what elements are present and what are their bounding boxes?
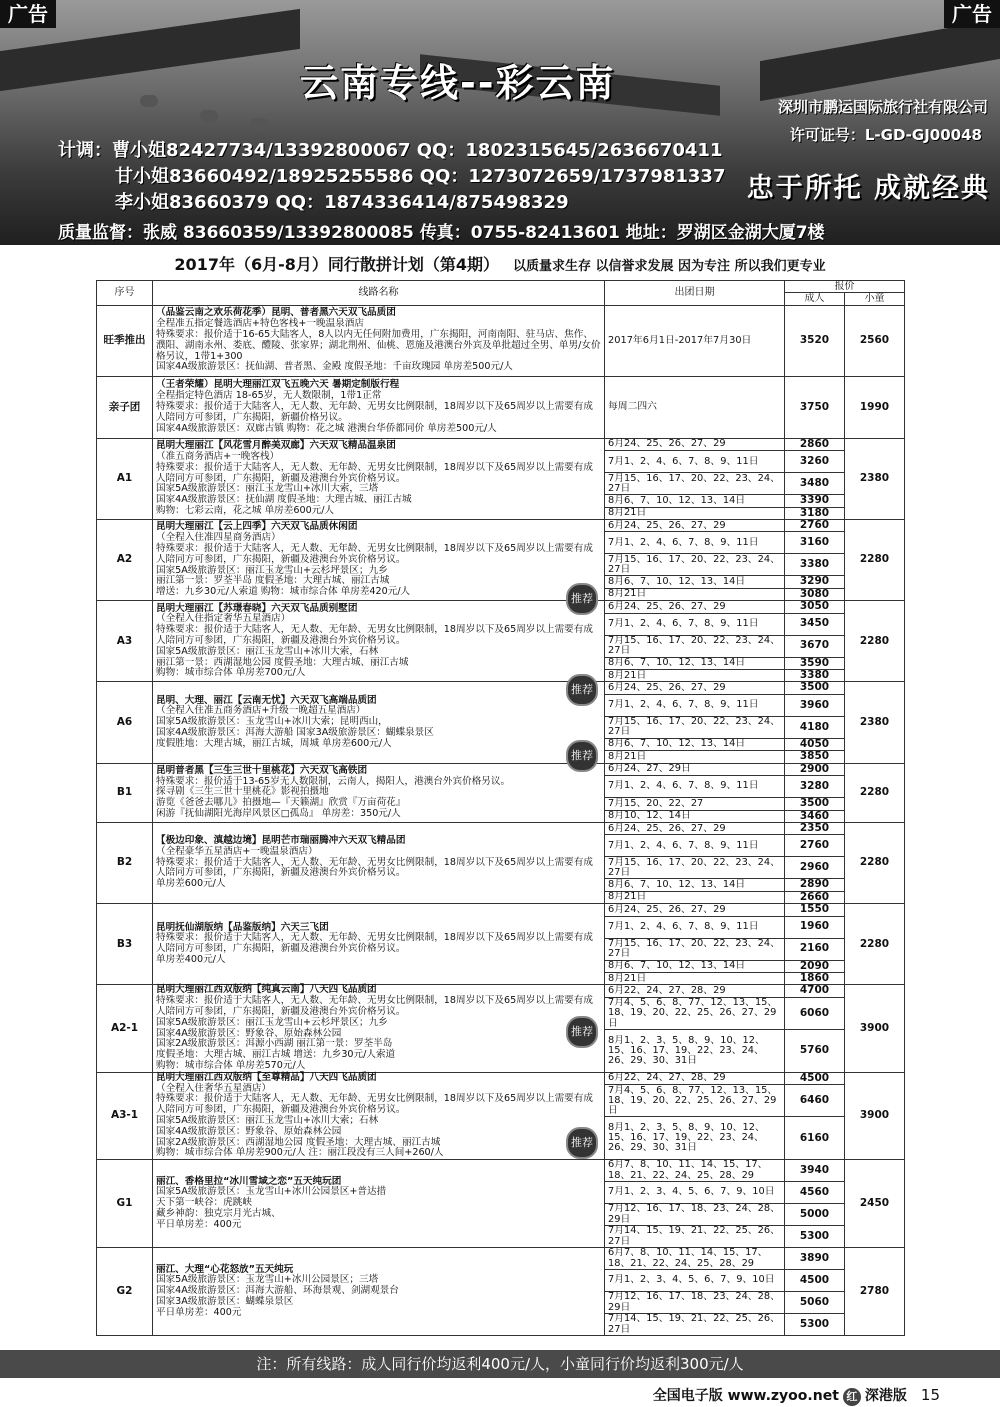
adult-price: 2350 — [785, 822, 845, 834]
route-line: 特殊要求：报价适于大陆客人，无人数、无年龄、无男女比例限制，18周岁以下及65周岁以上需要有成人陪同方可参团，广东揭阳，新疆及港澳台外宾价格另议。 — [156, 995, 593, 1017]
departure-date: 7月4、5、6、8、77、12、13、15、18、19、20、22、25、26、27、29日 — [605, 1085, 785, 1117]
adult-price: 3500 — [785, 682, 845, 694]
roof-shape — [760, 19, 1000, 101]
route-line: 国家4A级旅游景区：抚仙湖、普者黑、金殿 度假圣地：千亩玫瑰园 单房差500元/人 — [156, 361, 513, 373]
route-line: 全程指定特色酒店 18-65岁，无人数限制，1带1正常 — [156, 390, 382, 402]
page-number: 15 — [920, 1386, 940, 1404]
departure-date: 8月1、2、3、5、8、9、10、12、15、16、17、19、22、23、24、26、29、30、31日 — [605, 1117, 785, 1160]
departure-date: 8月6、7、10、12、13、14日 — [605, 495, 785, 507]
route-line: 国家5A级旅游景区：丽江玉龙雪山+冰川大索；石林 — [156, 1114, 379, 1126]
route-line: 游览《爸爸去哪儿》拍摄地—『天籁湖』欣赏『万亩荷花』 — [156, 797, 406, 809]
adult-price: 6160 — [785, 1117, 845, 1160]
table-row — [97, 438, 905, 450]
departure-date: 6月24、25、26、27、29 — [605, 438, 785, 450]
route-line: 国家4A级旅游景区：洱海大游船、环海景观、剑湖观景台 — [156, 1285, 399, 1297]
departure-date: 8月21日 — [605, 891, 785, 903]
tour-table — [96, 280, 905, 1336]
departure-date: 6月22、24、27、28、29 — [605, 1072, 785, 1085]
route-line: （全程入住准五商务酒店+升级一晚超五星酒店） — [156, 705, 366, 717]
route-line: 丽江第一景：西湖湿地公园 度假圣地：大理古城、丽江古城 — [156, 656, 409, 668]
route-line: 昆明抚仙湖版纳【品鉴版纳】六天三飞团 — [156, 921, 329, 933]
adult-price: 3460 — [785, 810, 845, 822]
table-body — [97, 305, 905, 1335]
contact-line: 计调：曹小姐82427734/13392800067 QQ：1802315645/2636670411 — [58, 140, 723, 161]
table-row — [97, 763, 905, 775]
route-line: 购物：城市综合体 单房差700元/人 — [156, 667, 306, 679]
route-seq: A1 — [97, 438, 153, 519]
departure-date: 7月1、2、4、6、7、8、9、11日 — [605, 835, 785, 857]
route-line: 特殊要求：报价适于大陆客人，无人数、无年龄、无男女比例限制，18周岁以下及65周岁以上需要有成人陪同方可参团，广东揭阳，新疆及港澳台外宾价格另议。 — [156, 461, 593, 484]
adult-price: 6460 — [785, 1085, 845, 1117]
departure-date: 8月21日 — [605, 588, 785, 600]
slogan: 忠于所托 成就经典 — [746, 173, 990, 204]
adult-price: 3390 — [785, 495, 845, 507]
departure-date: 7月14、15、19、21、22、25、26、27日 — [605, 1226, 785, 1248]
table-row — [97, 822, 905, 834]
page-title: 云南专线--彩云南 — [300, 61, 616, 105]
route-line: 【极边印象、滇越边境】昆明芒市瑞丽腾冲六天双飞精品团 — [156, 835, 406, 847]
departure-date: 7月14、15、19、21、22、25、26、27日 — [605, 1314, 785, 1336]
route-description — [153, 305, 605, 376]
departure-date: 6月22、24、27、28、29 — [605, 985, 785, 998]
route-line: （品鉴云南之欢乐荷花季）昆明、普者黑六天双飞品质团 — [156, 307, 396, 319]
child-price: 2280 — [845, 763, 905, 822]
departure-date: 每周二四六 — [605, 376, 785, 438]
child-price: 2280 — [845, 822, 905, 903]
table-row — [97, 305, 905, 376]
adult-price: 3380 — [785, 670, 845, 682]
supervise-line: 质量监督：张威 83660359/13392800085 传真：0755-82413601 地址：罗湖区金湖大厦7楼 — [58, 223, 825, 243]
route-line: 购物：七彩云南，花之城 单房差600元/人 — [156, 504, 335, 516]
adult-price: 3050 — [785, 601, 845, 613]
departure-date: 6月24、25、26、27、29 — [605, 520, 785, 532]
route-seq: A2-1 — [97, 985, 153, 1072]
departure-date: 7月1、2、4、6、7、8、9、11日 — [605, 532, 785, 554]
route-line: 度假胜地：大理古城，丽江古城，周城 单房差600元/人 — [156, 737, 392, 749]
route-line: 昆明大理丽江【苏璟春晓】六天双飞品质别墅团 — [156, 602, 358, 614]
route-line: （准五商务酒店+一晚客栈） — [156, 450, 280, 462]
departure-date: 7月15、16、17、20、22、23、24、27日 — [605, 857, 785, 879]
child-price: 2380 — [845, 682, 905, 763]
route-seq: B2 — [97, 822, 153, 903]
route-line: 全程准五指定餐选酒店+特色客栈+一晚温泉酒店 — [156, 318, 364, 330]
adult-price: 4180 — [785, 716, 845, 738]
route-line: 国家5A级旅游景区：玉龙雪山+冰川公园景区+普达措 — [156, 1186, 387, 1198]
route-line: 昆明大理丽江【风花雪月醉美双廊】六天双飞精品温泉团 — [156, 440, 396, 452]
child-price: 2380 — [845, 438, 905, 519]
departure-date: 7月15、16、17、20、22、23、24、27日 — [605, 938, 785, 960]
route-line: 平日单房差：400元 — [156, 1218, 242, 1230]
adult-price: 5300 — [785, 1226, 845, 1248]
departure-date: 6月24、25、26、27、29 — [605, 904, 785, 916]
departure-date: 7月1、2、4、6、7、8、9、11日 — [605, 451, 785, 473]
route-line: 丽江第一景：罗荃半岛 度假圣地：大理古城、丽江古城 — [156, 575, 390, 587]
route-line: （王者荣耀）昆明大理丽江双飞五晚六天 暑期定制版行程 — [156, 379, 400, 391]
route-line: 国家2A级旅游景区：西湖湿地公园 度假圣地：大理古城、丽江古城 — [156, 1136, 441, 1148]
route-description — [153, 1160, 605, 1248]
departure-date: 6月7、8、10、11、14、15、17、18、21、22、24、25、28、29 — [605, 1248, 785, 1270]
departure-date: 7月15、16、17、20、22、23、24、27日 — [605, 554, 785, 576]
license-number: 许可证号：L-GD-GJ00048 — [789, 126, 982, 144]
route-line: 国家5A级旅游景区：玉龙雪山+冰川大索；昆明西山， — [156, 716, 388, 728]
adult-price: 4560 — [785, 1182, 845, 1204]
company-name: 深圳市鹏运国际旅行社有限公司 — [777, 98, 988, 116]
route-line: 国家5A级旅游景区：玉龙雪山+冰川公园景区；三塔 — [156, 1274, 379, 1286]
adult-price: 3380 — [785, 554, 845, 576]
adult-price: 3480 — [785, 473, 845, 495]
route-line: 昆明大理丽江西双版纳【至尊精品】八天四飞品质团 — [156, 1071, 377, 1083]
departure-date: 8月21日 — [605, 507, 785, 519]
table-row — [97, 1160, 905, 1182]
route-line: 特殊要求：报价适于16-65大陆客人，8人以内无任何附加费用，广东揭阳，河南南阳、驻马店、焦作、濮阳、湖南永州、娄底、醴陵、张家界；湖北荆州、仙桃、恩施及港澳台外宾及单批超过全男、单男/女价格另议，1带1+300 — [156, 329, 601, 362]
table-row — [97, 520, 905, 532]
route-seq: B3 — [97, 904, 153, 985]
recommend-stamp: 推荐 — [566, 674, 598, 706]
header-price: 报价 — [785, 281, 905, 293]
adult-price: 3450 — [785, 613, 845, 635]
header-seq: 序号 — [97, 281, 153, 306]
departure-date: 7月15、16、17、20、22、23、24、27日 — [605, 473, 785, 495]
route-seq: A6 — [97, 682, 153, 763]
adult-price: 2860 — [785, 438, 845, 450]
departure-date: 8月21日 — [605, 751, 785, 763]
adult-price: 3080 — [785, 588, 845, 600]
route-description — [153, 822, 605, 903]
departure-date: 6月24、25、26、27、29 — [605, 682, 785, 694]
route-description — [153, 763, 605, 822]
footer — [653, 1385, 940, 1406]
departure-date: 7月15、16、17、20、22、23、24、27日 — [605, 716, 785, 738]
departure-date: 7月12、16、17、18、23、24、28、29日 — [605, 1292, 785, 1314]
adult-price: 3180 — [785, 507, 845, 519]
adult-price: 5000 — [785, 1204, 845, 1226]
departure-date: 6月24、27、29日 — [605, 763, 785, 775]
adult-price: 3160 — [785, 532, 845, 554]
route-line: 国家3A级旅游景区：蝴蝶泉景区 — [156, 1295, 294, 1307]
departure-date: 7月1、2、4、6、7、8、9、11日 — [605, 613, 785, 635]
adult-price: 3960 — [785, 694, 845, 716]
route-line: 闲游『抚仙湖阳光海岸风景区□孤岛』 单房差：350元/人 — [156, 807, 401, 819]
departure-date: 7月1、2、3、4、5、6、7、9、10日 — [605, 1182, 785, 1204]
adult-price: 2760 — [785, 835, 845, 857]
adult-price: 5760 — [785, 1030, 845, 1073]
route-line: 昆明大理丽江【云上四季】六天双飞品质休闲团 — [156, 521, 358, 533]
child-price: 2560 — [845, 305, 905, 376]
route-line: 特殊要求：报价适于大陆客人，无人数、无年龄、无男女比例限制，18周岁以下及65周岁以上需要有成人陪同方可参团，广东揭阳，新疆及港澳台外宾价格另议。 — [156, 1093, 593, 1116]
route-seq: B1 — [97, 763, 153, 822]
route-line: 购物：城市综合体 单房差900元/人 注：丽江段没有三人间+260/人 — [156, 1147, 444, 1159]
route-description — [153, 1072, 605, 1159]
route-seq: 旺季推出 — [97, 305, 153, 376]
departure-date: 7月12、16、17、18、23、24、28、29日 — [605, 1204, 785, 1226]
adult-price: 3520 — [785, 305, 845, 376]
route-description — [153, 682, 605, 763]
departure-date: 8月6、7、10、12、13、14日 — [605, 657, 785, 669]
adult-price: 5300 — [785, 1314, 845, 1336]
adult-price: 3500 — [785, 798, 845, 810]
adult-price: 4700 — [785, 985, 845, 998]
route-line: 天下第一峡谷：虎跳峡 — [156, 1197, 252, 1209]
departure-date: 8月10、12、14日 — [605, 810, 785, 822]
route-line: （全程豪华五星酒店+一晚温泉酒店） — [156, 845, 318, 857]
route-line: （全程入住指定奢华五星酒店） — [156, 613, 291, 625]
adult-price: 3750 — [785, 376, 845, 438]
adult-price: 5060 — [785, 1292, 845, 1314]
departure-date: 7月1、2、4、6、7、8、9、11日 — [605, 694, 785, 716]
route-line: 增送：九乡30元/人索道 购物：城市综合体 单房差420元/人 — [156, 586, 411, 598]
recommend-stamp: 推荐 — [566, 740, 598, 772]
route-line: 国家2A级旅游景区：洱源小西湖 丽江第一景：罗荃半岛 — [156, 1038, 393, 1050]
route-seq: G1 — [97, 1160, 153, 1248]
route-description — [153, 985, 605, 1072]
footer-site: 全国电子版 www.zyoo.net — [652, 1388, 839, 1404]
route-line: 特殊要求：报价适于大陆客人，无人数、无年龄、无男女比例限制，18周岁以下及65周岁以上需要有成人陪同方可参团，广东揭阳，新疆价格另议。 — [156, 400, 593, 423]
departure-date: 8月6、7、10、12、13、14日 — [605, 738, 785, 750]
departure-date: 8月1、2、3、5、8、9、10、12、15、16、17、19、22、23、24、26、29、30、31日 — [605, 1030, 785, 1073]
header-date: 出团日期 — [605, 281, 785, 306]
lantern-icon — [200, 110, 218, 122]
route-line: 平日单房差：400元 — [156, 1306, 242, 1318]
route-line: 单房差600元/人 — [156, 878, 226, 890]
route-description — [153, 1248, 605, 1336]
route-line: 特殊要求：报价适于大陆客人，无人数、无年龄、无男女比例限制，18周岁以下及65周岁以上需要有成人陪同方可参团，广东揭阳，新疆及港澳台外宾价格另议。 — [156, 542, 593, 565]
table-row — [97, 376, 905, 438]
adult-price: 1960 — [785, 916, 845, 938]
recommend-stamp: 推荐 — [566, 583, 598, 615]
route-line: 国家4A级旅游景区：野象谷、原始森林公园 — [156, 1125, 342, 1137]
route-description — [153, 904, 605, 985]
contact-line: 甘小姐83660492/18925255586 QQ：1273072659/1737981337 — [115, 166, 726, 187]
header-banner — [0, 0, 1000, 245]
route-description — [153, 520, 605, 601]
adult-price: 6060 — [785, 997, 845, 1029]
adult-price: 3850 — [785, 751, 845, 763]
adult-price: 3260 — [785, 451, 845, 473]
route-line: 丽江、香格里拉“冰川雪域之恋”五天纯玩团 — [156, 1175, 342, 1187]
child-price: 1990 — [845, 376, 905, 438]
footer-edition: 深港版 — [864, 1388, 907, 1404]
rebate-note: 注：所有线路：成人同行价均返利400元/人，小童同行价均返利300元/人 — [0, 1350, 1000, 1378]
route-seq: A3 — [97, 601, 153, 682]
departure-date: 6月24、25、26、27、29 — [605, 601, 785, 613]
departure-date: 7月1、2、3、4、5、6、7、9、10日 — [605, 1270, 785, 1292]
route-seq: G2 — [97, 1248, 153, 1336]
adult-price: 4500 — [785, 1270, 845, 1292]
route-line: 国家4A级旅游景区：洱海大游船 国家3A级旅游景区：蝴蝶泉景区 — [156, 726, 434, 738]
route-line: 国家4A级旅游景区：野象谷、原始森林公园 — [156, 1027, 342, 1039]
route-line: 国家5A级旅游景区：丽江玉龙雪山+冰川大索，石林 — [156, 645, 379, 657]
recommend-stamp: 推荐 — [566, 1016, 598, 1048]
route-description — [153, 438, 605, 519]
child-price: 2280 — [845, 520, 905, 601]
adult-price: 2900 — [785, 763, 845, 775]
route-line: 国家5A级旅游景区：丽江玉龙雪山+云杉坪景区；九乡 — [156, 1016, 388, 1028]
route-seq: 亲子团 — [97, 376, 153, 438]
departure-date: 6月7、8、10、11、14、15、17、18、21、22、24、25、28、29 — [605, 1160, 785, 1182]
departure-date: 7月4、5、6、8、77、12、13、15、18、19、20、22、25、26、27、29日 — [605, 997, 785, 1029]
table-row — [97, 904, 905, 916]
route-line: 度假圣地：大理古城、丽江古城 增送：九乡30元/人索道 — [156, 1049, 396, 1061]
ad-label-right: 广告 — [944, 0, 1000, 28]
route-line: 藏乡神韵：独克宗月光古城、 — [156, 1207, 281, 1219]
route-line: 特殊要求：报价适于大陆客人，无人数、无年龄、无男女比例限制，18周岁以下及65周岁以上需要有成人陪同方可参团，广东揭阳，新疆及港澳台外宾价格另议。 — [156, 624, 593, 646]
recommend-stamp: 推荐 — [566, 1127, 598, 1159]
table-row — [97, 601, 905, 613]
lantern-icon — [250, 118, 268, 130]
adult-price: 3890 — [785, 1248, 845, 1270]
table-row — [97, 1072, 905, 1085]
departure-date: 6月24、25、26、27、29 — [605, 822, 785, 834]
child-price: 2780 — [845, 1248, 905, 1336]
header-route: 线路名称 — [153, 281, 605, 306]
departure-date: 8月21日 — [605, 972, 785, 984]
table-row — [97, 985, 905, 998]
red-badge-icon: 红 — [843, 1388, 861, 1406]
route-line: 探寻剧《三生三世十里桃花》影视拍摄地 — [156, 786, 329, 798]
table-row — [97, 682, 905, 694]
departure-date: 8月6、7、10、12、13、14日 — [605, 576, 785, 588]
route-description — [153, 601, 605, 682]
route-line: 特殊要求：报价适于大陆客人，无人数、无年龄、无男女比例限制，18周岁以下及65周岁以上需要有成人陪同方可参团，广东揭阳，新疆及港澳台外宾价格另议。 — [156, 856, 593, 879]
route-line: 单房差400元/人 — [156, 954, 226, 966]
child-price: 3900 — [845, 1072, 905, 1159]
departure-date: 7月1、2、4、6、7、8、9、11日 — [605, 916, 785, 938]
child-price: 2280 — [845, 601, 905, 682]
route-line: 国家5A级旅游景区：丽江玉龙雪山+冰川大索，三塔 — [156, 483, 379, 495]
departure-date: 7月15、16、17、20、22、23、24、27日 — [605, 635, 785, 657]
route-line: 国家4A级旅游景区：双廊古镇 购物：花之城 港澳台华侨都同价 单房差500元/人 — [156, 422, 497, 434]
ad-label-left: 广告 — [0, 0, 56, 28]
heading-motto: 以质量求生存 以信誉求发展 因为专注 所以我们更专业 — [513, 259, 826, 274]
route-line: 丽江、大理“心花怒放”五天纯玩 — [156, 1263, 294, 1275]
adult-price: 3290 — [785, 576, 845, 588]
adult-price: 2760 — [785, 520, 845, 532]
departure-date: 8月21日 — [605, 670, 785, 682]
adult-price: 2090 — [785, 960, 845, 972]
route-line: 购物：城市综合体 单房差570元/人 — [156, 1059, 306, 1071]
lantern-icon — [140, 95, 158, 107]
adult-price: 3670 — [785, 635, 845, 657]
table-header-row — [97, 281, 905, 293]
departure-date: 7月15、20、22、27 — [605, 798, 785, 810]
schedule-heading — [0, 252, 1000, 275]
adult-price: 2890 — [785, 879, 845, 891]
adult-price: 3280 — [785, 776, 845, 798]
route-line: 昆明普者黑【三生三世十里桃花】六天双飞高铁团 — [156, 764, 368, 776]
adult-price: 3940 — [785, 1160, 845, 1182]
route-line: （全程入住准四星商务酒店） — [156, 532, 281, 544]
departure-date: 7月1、2、4、6、7、8、9、11日 — [605, 776, 785, 798]
contact-line: 李小姐83660379 QQ：1874336414/875498329 — [115, 192, 569, 213]
route-line: 特殊要求：报价适于大陆客人，无人数、无年龄、无男女比例限制，18周岁以下及65周岁以上需要有成人陪同方可参团，广东揭阳，新疆及港澳台外宾价格另议。 — [156, 932, 593, 955]
adult-price: 2660 — [785, 891, 845, 903]
route-line: （全程入住奢华五星酒店） — [156, 1082, 272, 1094]
adult-price: 4050 — [785, 738, 845, 750]
departure-date: 8月6、7、10、12、13、14日 — [605, 960, 785, 972]
departure-date: 2017年6月1日-2017年7月30日 — [605, 305, 785, 376]
route-description — [153, 376, 605, 438]
route-line: 昆明大理丽江西双版纳【纯真云南】八天四飞品质团 — [156, 984, 377, 996]
route-line: 国家5A级旅游景区：丽江玉龙雪山+云杉坪景区；九乡 — [156, 564, 388, 576]
route-line: 特殊要求：报价适于13-65岁无人数限制，云南人，揭阳人，港澳台外宾价格另议。 — [156, 775, 511, 787]
heading-title: 2017年（6月-8月）同行散拼计划（第4期） — [174, 255, 499, 274]
adult-price: 1550 — [785, 904, 845, 916]
child-price: 2280 — [845, 904, 905, 985]
route-seq: A2 — [97, 520, 153, 601]
adult-price: 1860 — [785, 972, 845, 984]
child-price: 3900 — [845, 985, 905, 1072]
header-child: 小童 — [845, 293, 905, 305]
route-seq: A3-1 — [97, 1072, 153, 1159]
departure-date: 8月6、7、10、12、13、14日 — [605, 879, 785, 891]
table-row — [97, 1248, 905, 1270]
adult-price: 2160 — [785, 938, 845, 960]
route-line: 昆明、大理、丽江【云南无忧】六天双飞高端品质团 — [156, 694, 377, 706]
route-line: 国家4A级旅游景区：抚仙湖 度假圣地：大理古城、丽江古城 — [156, 494, 412, 506]
child-price: 2450 — [845, 1160, 905, 1248]
adult-price: 4500 — [785, 1072, 845, 1085]
adult-price: 3590 — [785, 657, 845, 669]
adult-price: 2960 — [785, 857, 845, 879]
header-adult: 成人 — [785, 293, 845, 305]
